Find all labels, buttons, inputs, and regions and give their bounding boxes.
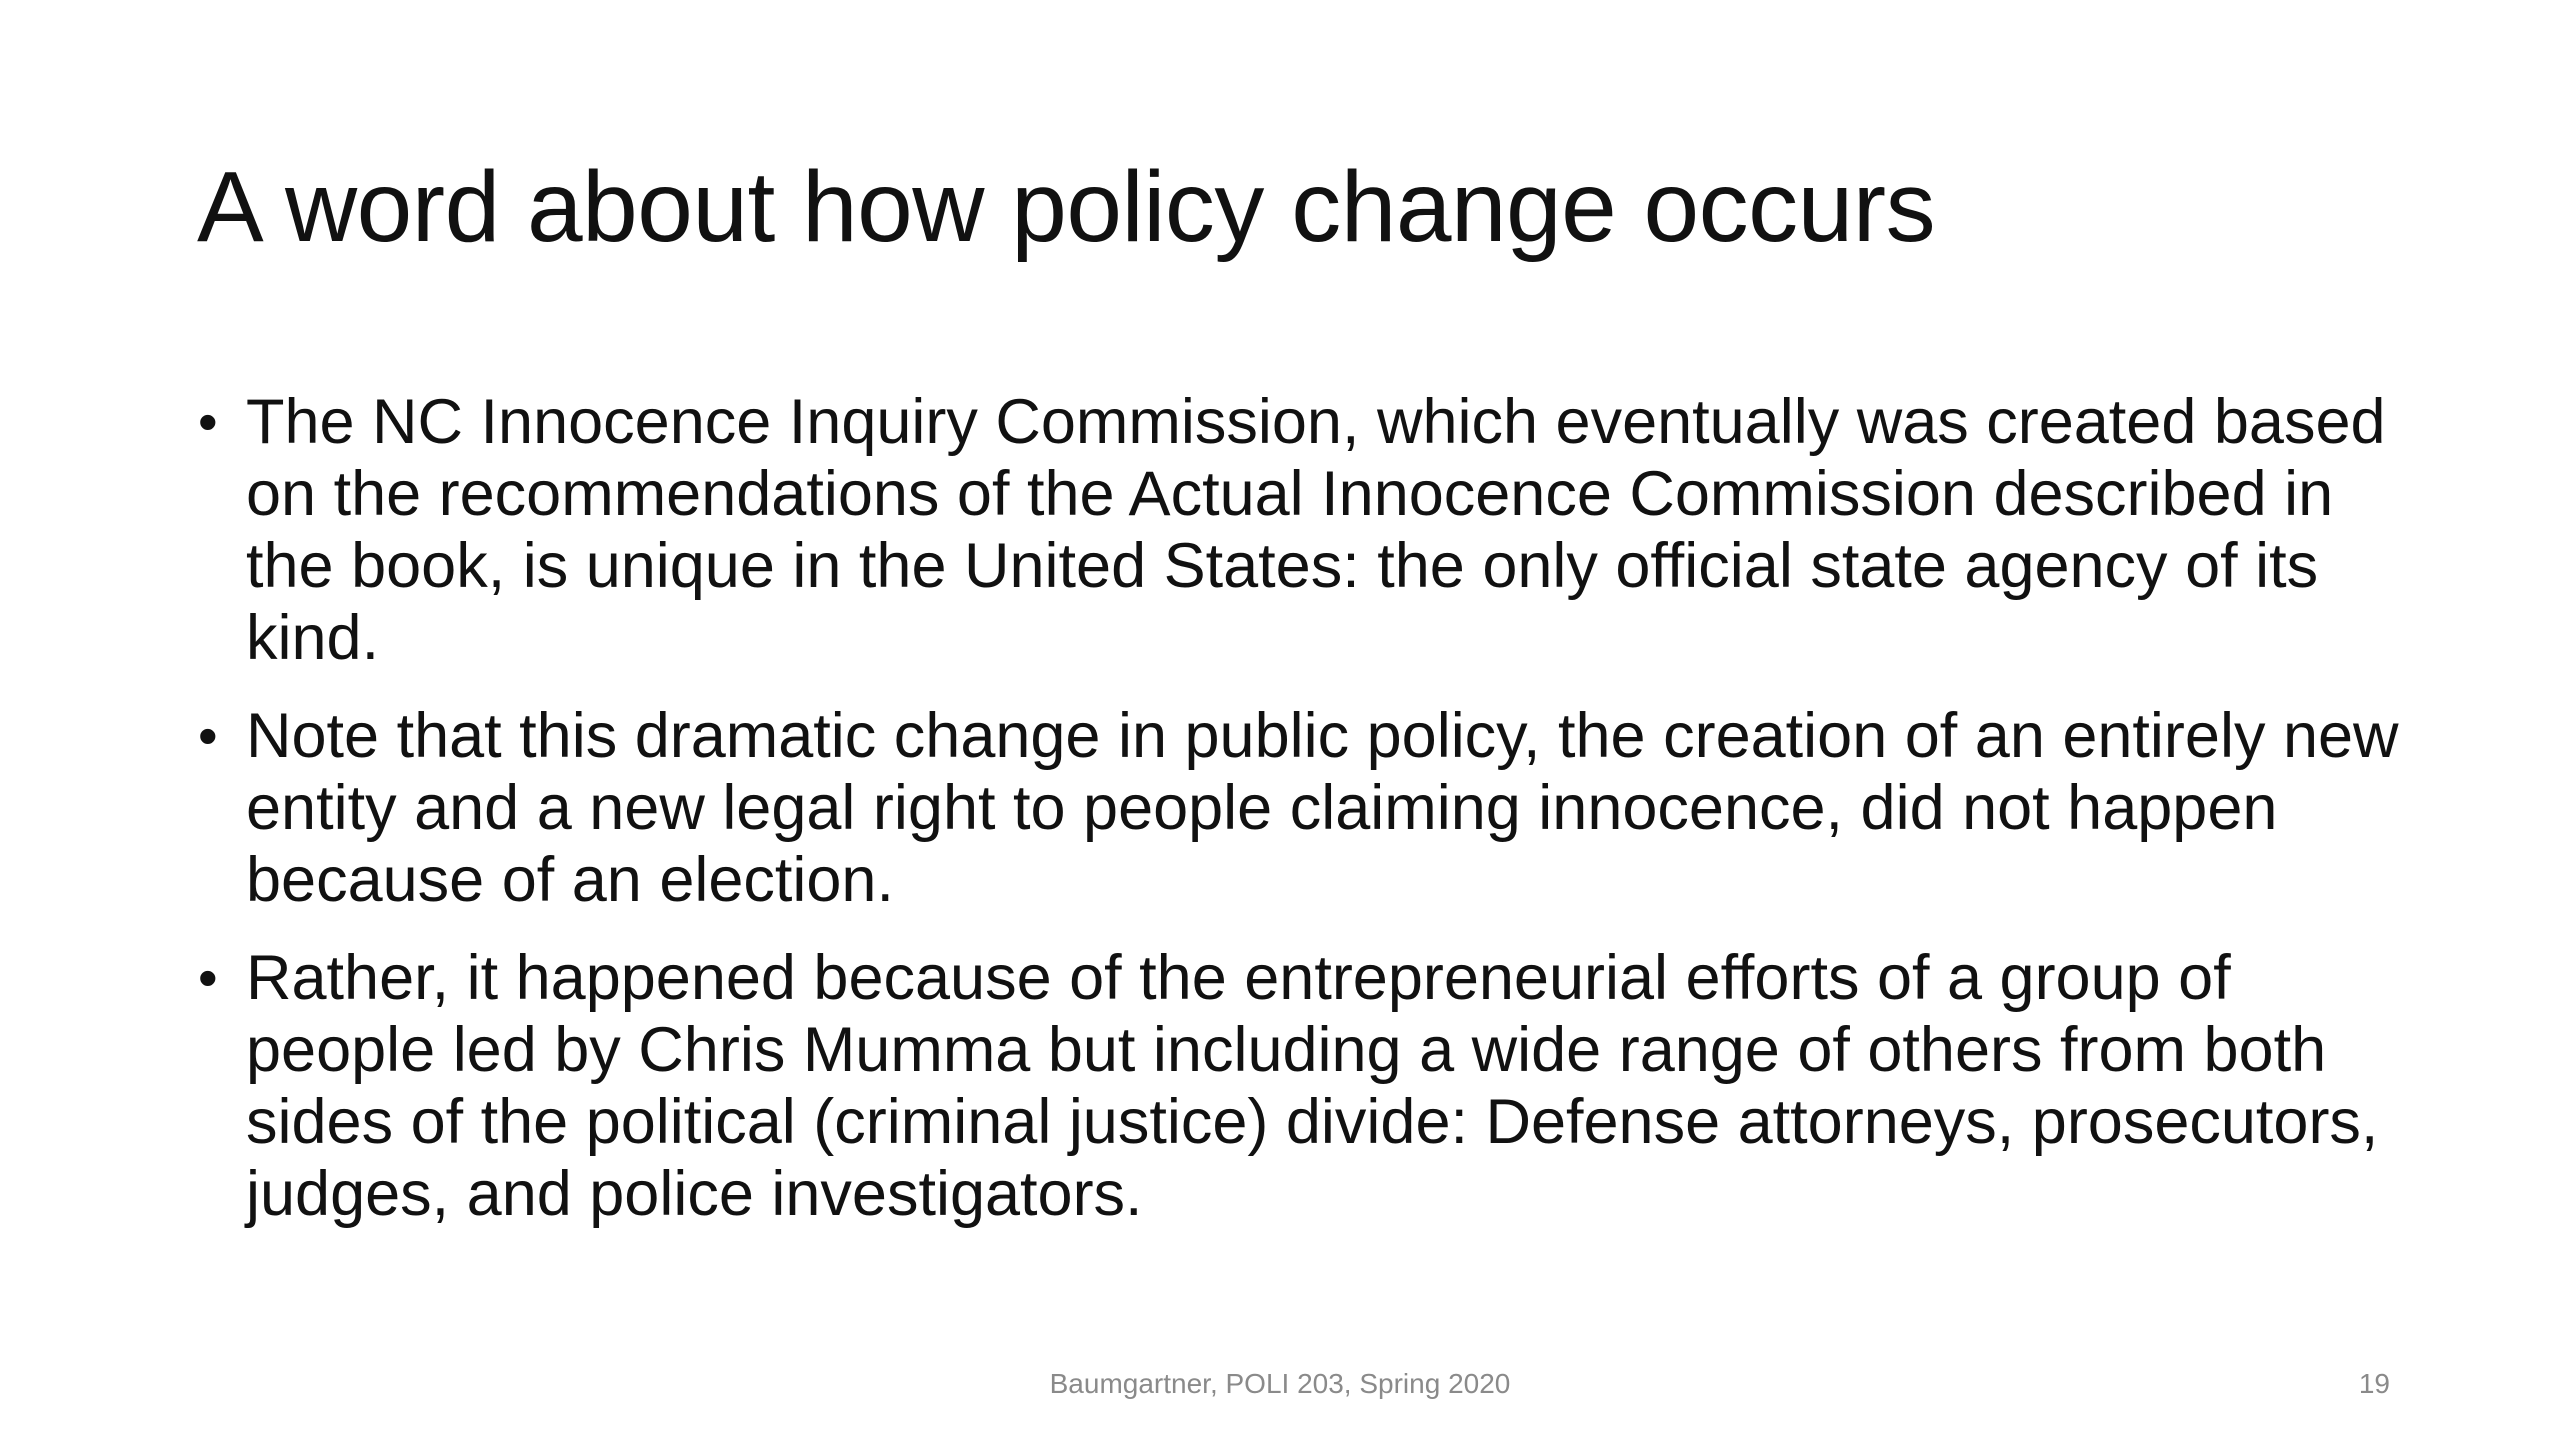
bullet-text: Rather, it happened because of the entrepreneurial efforts of a group of people led by Chris Mumma but including a wide range of others from both sides of the political (criminal justice) divide: Defense attorneys, prosecutors, judges, and police investigators. xyxy=(246,943,2379,1229)
page-number: 19 xyxy=(2358,1368,2390,1399)
bullet-item xyxy=(190,700,2410,916)
bullet-list xyxy=(190,386,2410,1256)
bullet-text: Note that this dramatic change in public policy, the creation of an entirely new entity and a new legal right to people claiming innocence, did not happen because of an election. xyxy=(246,701,2399,915)
bullet-dot-icon: • xyxy=(198,704,218,767)
bullet-text: The NC Innocence Inquiry Commission, which eventually was created based on the recommendations of the Actual Innocence Commission described in the book, is unique in the United States: the only official state agency of its kind. xyxy=(246,387,2386,673)
bullet-dot-icon: • xyxy=(198,390,218,453)
bullet-dot-icon: • xyxy=(198,946,218,1009)
bullet-item xyxy=(190,386,2410,674)
bullet-item xyxy=(190,942,2410,1230)
slide-footer: Baumgartner, POLI 203, Spring 2020 xyxy=(1049,1368,1511,1399)
slide-title: A word about how policy change occurs xyxy=(197,151,1936,263)
